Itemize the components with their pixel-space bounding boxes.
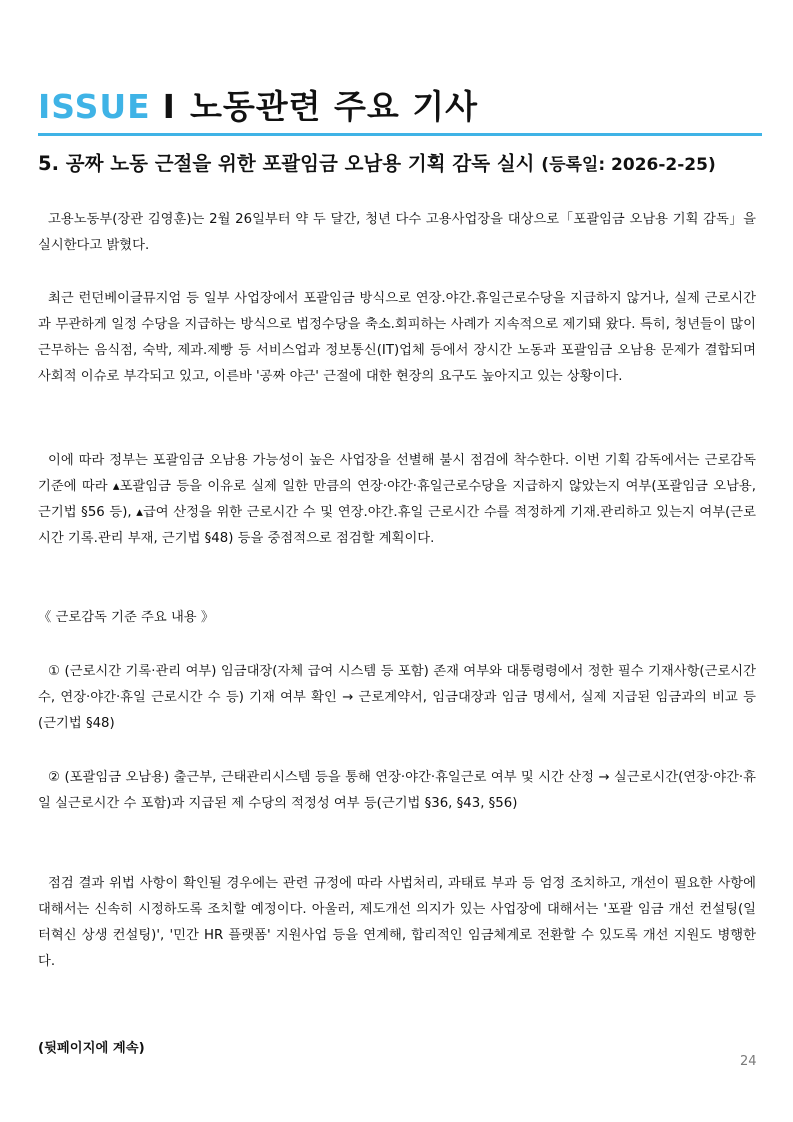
section-title: 노동관련 주요 기사: [189, 87, 478, 126]
list-item-1: ① (근로시간 기록·관리 여부) 임금대장(자체 급여 시스템 등 포함) 존재 여부와 대통령령에서 정한 필수 기재사항(근로시간 수, 연장·야간·휴일 근로시간 수 등) 기재 여부 확인 → 근로계약서, 임금대장과 임금 명세서, 실제 지급된 임금과의 비교 등(근기법 §48): [38, 664, 756, 731]
paragraph-measures: 점검 결과 위법 사항이 확인될 경우에는 관련 규정에 따라 사법처리, 과태료 부과 등 엄정 조치하고, 개선이 필요한 사항에 대해서는 신속히 시정하도록 조치할 예정이다. 아울러, 제도개선 의지가 있는 사업장에 대해서는 '포괄 임금 개선 컨설팅(일터혁신 상생 컨설팅)', '민간 HR 플랫폼' 지원사업 등을 연계해, 합리적인 임금체계로 전환할 수 있도록 개선 지원도 병행한다.: [38, 876, 756, 969]
paragraph-plan: 이에 따라 정부는 포괄임금 오남용 가능성이 높은 사업장을 선별해 불시 점검에 착수한다. 이번 기획 감독에서는 근로감독 기준에 따라 ▴포괄임금 등을 이유로 실제 일한 만큼의 연장·야간·휴일근로수당을 지급하지 않았는지 여부(포괄임금 오남용, 근기법 §56 등), ▴급여 산정을 위한 근로시간 수 및 연장.야간.휴일 근로시간 수를 적정하게 기재.관리하고 있는지 여부(근로시간 기록.관리 부재, 근기법 §48) 등을 중점적으로 점검할 계획이다.: [38, 453, 756, 546]
section-header: [38, 86, 478, 128]
issue-label: ISSUE: [38, 87, 151, 126]
registration-date: (등록일: 2026-2-25): [541, 155, 716, 175]
list-item-2: ② (포괄임금 오남용) 출근부, 근태관리시스템 등을 통해 연장·야간·휴일근로 여부 및 시간 산정 → 실근로시간(연장·야간·휴일 실근로시간 수 포함)과 지급된 제 수당의 적정성 여부 등(근기법 §36, §43, §56): [38, 770, 756, 811]
section-heading: 《 근로감독 기준 주요 내용 》: [38, 610, 215, 625]
header-separator: I: [162, 87, 176, 126]
article-title-text: 5. 공짜 노동 근절을 위한 포괄임금 오남용 기획 감독 실시: [38, 152, 535, 175]
paragraph-intro: 고용노동부(장관 김영훈)는 2월 26일부터 약 두 달간, 청년 다수 고용사업장을 대상으로「포괄임금 오남용 기획 감독」을 실시한다고 밝혔다.: [38, 212, 756, 253]
article-title: [38, 150, 768, 179]
paragraph-background: 최근 런던베이글뮤지엄 등 일부 사업장에서 포괄임금 방식으로 연장.야간.휴일근로수당을 지급하지 않거나, 실제 근로시간과 무관하게 일정 수당을 지급하는 방식으로 법정수당을 축소.회피하는 사례가 지속적으로 제기돼 왔다. 특히, 청년들이 많이 근무하는 음식점, 숙박, 제과.제빵 등 서비스업과 정보통신(IT)업체 등에서 장시간 노동과 포괄임금 오남용 문제가 결합되며 사회적 이슈로 부각되고 있고, 이른바 '공짜 야근' 근절에 대한 현장의 요구도 높아지고 있는 상황이다.: [38, 291, 756, 384]
page-number: 24: [740, 1054, 757, 1069]
header-divider: [38, 133, 762, 136]
continue-note: (뒷페이지에 계속): [38, 1041, 145, 1056]
